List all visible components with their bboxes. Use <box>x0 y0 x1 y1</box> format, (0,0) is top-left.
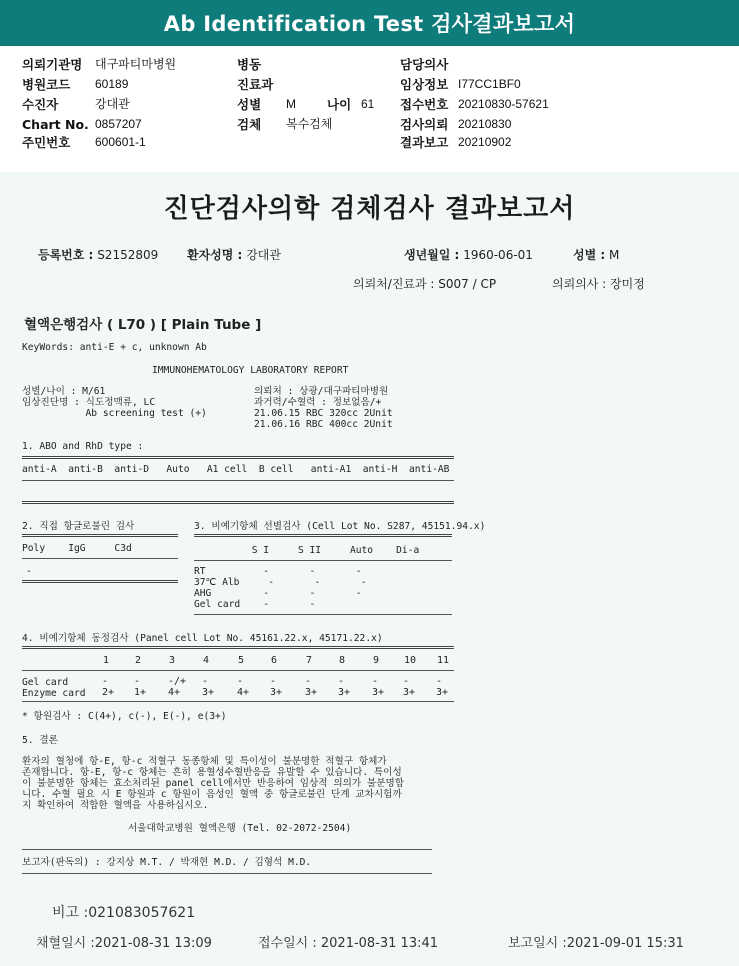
panel-cell: 3+ <box>338 687 351 698</box>
divider <box>194 614 452 615</box>
dat-value: - <box>26 566 32 577</box>
panel-cell: - <box>202 676 209 687</box>
report-header <box>0 0 739 46</box>
info-label: 나이 <box>327 97 352 112</box>
receive-time: 접수일시 : 2021-08-31 13:41 <box>258 936 439 951</box>
conclusion-title: 5. 결론 <box>22 735 58 746</box>
dept-value: S007 / CP <box>438 277 497 291</box>
info-value: 복수검체 <box>286 117 333 131</box>
info-ssn <box>22 135 70 151</box>
collect-time: 채혈일시 :2021-08-31 13:09 <box>36 936 212 951</box>
info-specimen <box>237 117 261 133</box>
name-value: 강대관 <box>246 248 281 262</box>
panel-cell: - <box>134 676 141 687</box>
panel-cell: 3+ <box>403 687 416 698</box>
panel-cell: 4+ <box>168 687 181 698</box>
divider <box>22 646 454 649</box>
info-label: 담당의사 <box>400 57 449 72</box>
panel-col-5: 5 <box>238 655 245 666</box>
info-value: 60189 <box>95 77 129 91</box>
panel-col-10: 10 <box>404 655 417 666</box>
info-value: 0857207 <box>95 117 142 131</box>
panel-cell: 3+ <box>305 687 318 698</box>
conclusion-line: 지 확인하여 적합한 혈액을 사용하십시오. <box>22 800 209 811</box>
report-time: 보고일시 :2021-09-01 15:31 <box>508 936 684 951</box>
test-title: 혈액은행검사 ( L70 ) [ Plain Tube ] <box>24 317 262 333</box>
divider <box>22 501 454 504</box>
panel-col-11: 11 <box>437 655 450 666</box>
note-label: 비고 : <box>52 905 89 921</box>
info-label: 의뢰기관명 <box>22 57 83 72</box>
info-label: 성별 <box>237 97 262 112</box>
reporters: 보고자(판독의) : 강지상 M.T. / 박재현 M.D. / 김형석 M.D. <box>22 857 312 868</box>
panel-col-9: 9 <box>373 655 380 666</box>
divider <box>194 534 452 537</box>
dat-header: Poly IgG C3d <box>22 543 132 554</box>
panel-cell: 2+ <box>102 687 115 698</box>
divider <box>22 580 178 583</box>
hospital-line: 의뢰처 : 상광/대구파티마병원 <box>254 386 389 397</box>
info-label: 진료과 <box>237 77 274 92</box>
conclusion-line: 니다. 수혈 필요 시 E 항원과 c 항원이 음성인 혈액 중 항글로불린 단계 교차시험까 <box>22 789 402 800</box>
screen-row: RT - - - <box>194 566 362 577</box>
info-request <box>400 117 448 133</box>
panel-col-1: 1 <box>103 655 110 666</box>
info-label: 주민번호 <box>22 135 71 150</box>
hospital-line: 과거력/수혈력 : 정보없음/+ <box>254 397 382 408</box>
info-dept <box>237 77 273 93</box>
panel-col-3: 3 <box>169 655 176 666</box>
panel-col-8: 8 <box>339 655 346 666</box>
panel-row-label: Gel card <box>22 677 69 688</box>
dob-value: 1960-06-01 <box>463 248 533 262</box>
divider <box>22 456 454 459</box>
reg-number <box>38 246 158 263</box>
info-value: 20210830 <box>458 117 512 131</box>
dept-label: 의뢰처/진료과 : <box>353 277 435 291</box>
panel-col-7: 7 <box>306 655 313 666</box>
panel-cell: - <box>305 676 312 687</box>
abo-title: 1. ABO and RhD type : <box>22 441 144 452</box>
info-label: 검체 <box>237 117 262 132</box>
panel-cell: - <box>338 676 345 687</box>
panel-cell: - <box>436 676 443 687</box>
note-value: 021083057621 <box>88 905 196 921</box>
conclusion-line: 이 불분명한 항체는 효소처리된 panel cell에서만 반응하여 임상적 의의가 불분명합 <box>22 778 404 789</box>
divider <box>22 701 454 702</box>
info-value: M <box>286 97 296 111</box>
panel-cell: 3+ <box>436 687 449 698</box>
conclusion-line: 존재합니다. 항-E, 항-c 항체는 흔히 용혈성수혈반응을 유발할 수 있습니다. 특이성 <box>22 767 402 778</box>
info-hospital <box>22 57 82 73</box>
info-label: 수진자 <box>22 97 59 112</box>
panel-cell: - <box>372 676 379 687</box>
screen-row: Gel card - - <box>194 599 316 610</box>
panel-col-2: 2 <box>135 655 142 666</box>
info-label: 결과보고 <box>400 135 449 150</box>
info-label: 임상정보 <box>400 77 449 92</box>
department <box>353 275 496 292</box>
info-chart <box>22 117 89 133</box>
sex-label: 성별 : <box>573 248 606 262</box>
panel-cell: - <box>270 676 277 687</box>
divider <box>22 849 432 850</box>
panel-cell: 1+ <box>134 687 147 698</box>
keywords: KeyWords: anti-E + c, unknown Ab <box>22 342 207 353</box>
info-value: 대구파티마병원 <box>95 57 177 71</box>
info-value: 600601-1 <box>95 135 146 149</box>
screen-row: 37℃ Alb - - - <box>194 577 367 588</box>
conclusion-line: 환자의 혈청에 항-E, 항-c 적혈구 동종항체 및 특이성이 불분명한 적혈구 항체가 <box>22 756 387 767</box>
blood-bank: 서울대학교병원 혈액은행 (Tel. 02-2072-2504) <box>128 823 352 834</box>
panel-cell: -/+ <box>168 676 187 687</box>
info-label: Chart No. <box>22 117 89 132</box>
info-clinical <box>400 77 448 93</box>
panel-row-label: Enzyme card <box>22 688 86 699</box>
patient-name <box>187 246 281 263</box>
dat-title: 2. 직접 항글로불린 검사 <box>22 521 135 532</box>
info-label: 병원코드 <box>22 77 71 92</box>
info-sex <box>237 97 261 113</box>
panel-col-4: 4 <box>203 655 210 666</box>
divider <box>22 558 178 559</box>
info-value: 20210830-57621 <box>458 97 549 111</box>
panel-cell: 4+ <box>237 687 250 698</box>
panel-title: 4. 비예기항체 동정검사 (Panel cell Lot No. 45161.22.x, 45171.22.x) <box>22 633 383 644</box>
info-code <box>22 77 70 93</box>
panel-cell: 3+ <box>202 687 215 698</box>
scan-title: 진단검사의학 검체검사 결과보고서 <box>163 194 576 224</box>
divider <box>22 873 432 874</box>
note <box>52 902 195 922</box>
info-value: 강대관 <box>95 97 130 111</box>
info-label: 접수번호 <box>400 97 449 112</box>
info-value: I77CC1BF0 <box>458 77 521 91</box>
divider <box>22 534 178 537</box>
divider <box>194 560 452 561</box>
panel-col-6: 6 <box>271 655 278 666</box>
screen-header: S I S II Auto Di-a <box>194 545 420 556</box>
report-heading: IMMUNOHEMATOLOGY LABORATORY REPORT <box>152 365 349 376</box>
doctor-label: 의뢰의사 : <box>552 277 607 291</box>
panel-cell: - <box>237 676 244 687</box>
report-title: Ab Identification Test 검사결과보고서 <box>163 12 576 36</box>
screen-title: 3. 비예기항체 선별검사 (Cell Lot No. S287, 45151.94.x) <box>194 521 486 532</box>
divider <box>22 670 454 671</box>
reg-label: 등록번호 : <box>38 248 94 262</box>
info-ward <box>237 57 261 73</box>
patient-line: Ab screening test (+) <box>22 408 207 419</box>
info-value: 20210902 <box>458 135 512 149</box>
info-label: 검사의뢰 <box>400 117 449 132</box>
doctor-value: 장미정 <box>610 277 645 291</box>
abo-header: anti-A anti-B anti-D Auto A1 cell B cell anti-A1 anti-H anti-AB <box>22 464 450 475</box>
info-patient <box>22 97 58 113</box>
info-report <box>400 135 448 151</box>
divider <box>22 480 454 481</box>
sex <box>573 246 619 263</box>
hospital-line: 21.06.15 RBC 320cc 2Unit <box>254 408 393 419</box>
info-label: 병동 <box>237 57 262 72</box>
info-receipt <box>400 97 448 113</box>
panel-cell: - <box>403 676 410 687</box>
requesting-doctor <box>552 275 645 292</box>
info-value: 61 <box>361 97 375 111</box>
info-age <box>327 97 351 113</box>
birth-date <box>404 246 533 263</box>
name-label: 환자성명 : <box>187 248 243 262</box>
reg-value: S2152809 <box>97 248 159 262</box>
panel-cell: 3+ <box>270 687 283 698</box>
panel-cell: - <box>102 676 109 687</box>
hospital-line: 21.06.16 RBC 400cc 2Unit <box>254 419 393 430</box>
screen-row: AHG - - - <box>194 588 362 599</box>
panel-cell: 3+ <box>372 687 385 698</box>
info-doctor <box>400 57 448 73</box>
patient-line: 임상진단명 : 식도정맥류, LC <box>22 397 156 408</box>
patient-line: 성별/나이 : M/61 <box>22 386 106 397</box>
antigen-test: * 항원검사 : C(4+), c(-), E(-), e(3+) <box>22 711 227 722</box>
dob-label: 생년월일 : <box>404 248 460 262</box>
sex-value: M <box>609 248 620 262</box>
